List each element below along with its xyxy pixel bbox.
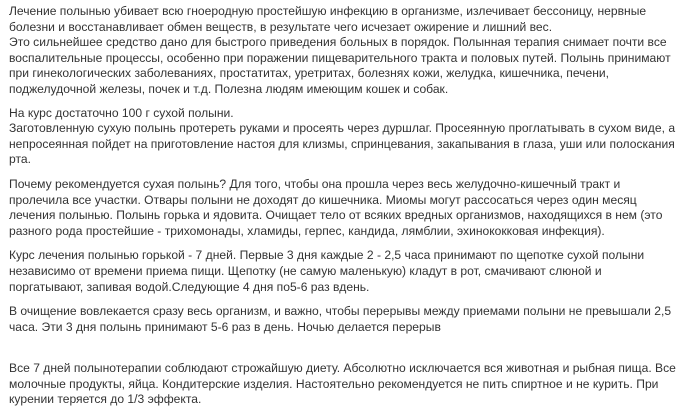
paragraph-course-amount: На курс достаточно 100 г сухой полыни.	[9, 105, 234, 120]
paragraph-course-schedule: Курс лечения полынью горькой - 7 дней. Первые 3 дня каждые 2 - 2,5 часа принимают по щепотке сухой полыни независимо от времени приема пищи. Щепотку (не самую маленькую) кладут в рот, смачивают слюной и поргатывают, запивая водой.Следующие 4 дня по5-6 раз вдень.	[9, 248, 645, 294]
paragraph-cleansing: В очищение вовлекается сразу весь организм, и важно, чтобы перерывы между приемами полыни не превышали 2,5 часа. Эти 3 дня полынь принимают 5-6 раз в день. Ночью делается перерыв	[9, 304, 672, 334]
paragraph-intro: Лечение полынью убивает всю гноеродную простейшую инфекцию в организме, излечивает бессоницу, нервные болезни и восстанавливает обмен веществ, в результате чего исчезает ожирение и лишний вес.	[9, 4, 647, 34]
paragraph-diet: Все 7 дней полынотерапии соблюдают строжайшую диету. Абсолютно исключается вся животная и рыбная пища. Все молочные продукты, яйца. Кондитерские изделия. Настоятельно рекомендуется не пить спиртное и не курить. При курении теряется до 1/3 эффекта.	[9, 361, 676, 407]
paragraph-preparation: Заготовленную сухую полынь протереть руками и просеять через дуршлаг. Просеянную проглатывать в сухом виде, а непросеянная пойдет на приготовление настоя для клизмы, спринцевания, закапывания в глаза, уши или полоскания рта.	[9, 121, 676, 167]
paragraph-why-dry: Почему рекомендуется сухая полынь? Для того, чтобы она прошла через весь желудочно-кишечный тракт и пролечила все участки. Отвары полыни не доходят до кишечника. Миомы могут рассосаться через один месяц лечения полынью. Полынь горька и ядовита. Очищает тело от всяких вредных организмов, находящихся в нем (это разного рода простейшие - трихомонады, хламиды, герпес, кандида, лямблии, эхинококковая инфекция).	[9, 176, 663, 238]
article-body	[9, 4, 677, 408]
paragraph-therapy: Это сильнейшее средство дано для быстрого приведения больных в порядок. Полынная терапия снимает почти все воспалительные процессы, особенно при поражении пищеварительного тракта и половых путей. Полынь принимают при гинекологических заболеваниях, простатитах, уретритах, болезнях кожи, желудка, кишечника, печени, поджелудочной железы, почек и т.д. Полезна людям имеющим кошек и собак.	[9, 35, 671, 96]
